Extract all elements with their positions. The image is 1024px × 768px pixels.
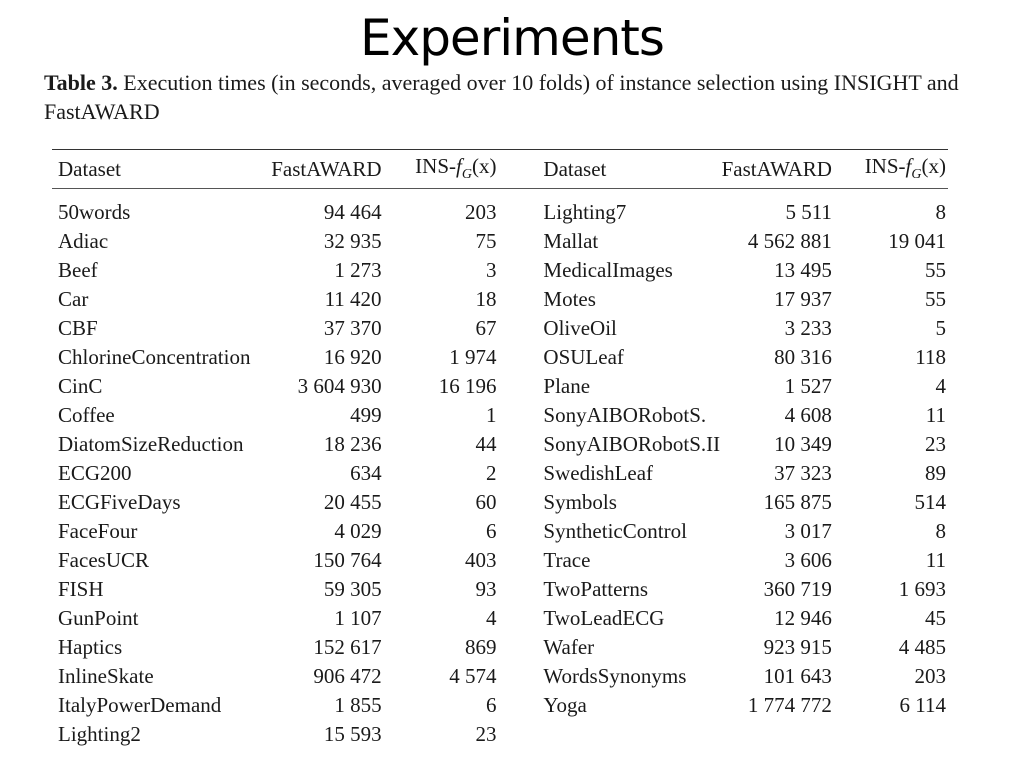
table-row (52, 372, 948, 401)
fastaward-cell: 4 562 881 (747, 229, 832, 253)
ins-cell: 11 (925, 548, 946, 572)
dataset-cell: Lighting2 (58, 722, 141, 746)
ins-cell: 16 196 (438, 374, 497, 398)
fastaward-cell: 17 937 (774, 287, 832, 311)
column-gap (498, 546, 537, 575)
header-fastaward-right: FastAWARD (720, 150, 832, 189)
fastaward-cell: 20 455 (323, 490, 382, 514)
table-row (52, 459, 948, 488)
dataset-cell: MedicalImages (543, 258, 673, 282)
fastaward-cell: 3 604 930 (297, 374, 382, 398)
fastaward-cell: 13 495 (774, 258, 832, 282)
table-row (52, 314, 948, 343)
ins-cell: 45 (925, 606, 946, 630)
ins-f: f (905, 154, 912, 179)
column-gap (498, 314, 537, 343)
dataset-cell: Beef (58, 258, 98, 282)
column-gap (498, 227, 537, 256)
fastaward-cell: 37 370 (323, 316, 382, 340)
table-row (52, 285, 948, 314)
header-ins-left (382, 150, 499, 189)
ins-cell: 23 (475, 722, 497, 746)
dataset-cell: Lighting7 (543, 200, 627, 224)
fastaward-cell: 16 920 (323, 345, 382, 369)
dataset-cell: OliveOil (543, 316, 617, 340)
ins-cell: 6 (485, 519, 497, 543)
table-row (52, 633, 948, 662)
fastaward-cell: 18 236 (323, 432, 382, 456)
ins-cell: 514 (914, 490, 946, 514)
dataset-cell: Motes (543, 287, 596, 311)
ins-cell: 55 (925, 258, 946, 282)
fastaward-cell: 634 (350, 461, 382, 485)
ins-cell: 11 (925, 403, 946, 427)
fastaward-cell: 37 323 (774, 461, 832, 485)
ins-cell: 203 (464, 200, 497, 224)
fastaward-cell: 15 593 (323, 722, 382, 746)
dataset-cell: TwoPatterns (543, 577, 649, 601)
dataset-cell: FaceFour (58, 519, 138, 543)
header-dataset-right: Dataset (537, 150, 720, 189)
dataset-cell: WordsSynonyms (543, 664, 687, 688)
dataset-cell: FISH (58, 577, 104, 601)
fastaward-cell: 150 764 (313, 548, 382, 572)
results-table (52, 150, 948, 749)
dataset-cell: ECGFiveDays (58, 490, 181, 514)
dataset-cell: Adiac (58, 229, 109, 253)
ins-cell: 6 (485, 693, 497, 717)
fastaward-cell: 4 608 (784, 403, 832, 427)
ins-cell: 4 (935, 374, 946, 398)
column-gap (498, 372, 537, 401)
dataset-cell: Yoga (543, 693, 587, 717)
fastaward-cell: 4 029 (334, 519, 382, 543)
dataset-cell: OSULeaf (543, 345, 624, 369)
column-gap (498, 720, 537, 749)
fastaward-cell: 59 305 (323, 577, 382, 601)
ins-cell: 89 (925, 461, 946, 485)
dataset-cell: GunPoint (58, 606, 139, 630)
table-row (52, 256, 948, 285)
fastaward-cell (720, 720, 832, 749)
fastaward-cell: 10 349 (774, 432, 832, 456)
ins-cell: 118 (915, 345, 946, 369)
dataset-cell: Wafer (543, 635, 595, 659)
dataset-cell: Coffee (58, 403, 115, 427)
caption-text: Execution times (in seconds, averaged over 10 folds) of instance selection using INSIGHT and FastAWARD (44, 70, 959, 124)
fastaward-cell: 80 316 (774, 345, 832, 369)
column-gap (498, 633, 537, 662)
fastaward-cell: 1 527 (784, 374, 832, 398)
fastaward-cell: 94 464 (323, 200, 382, 224)
ins-cell: 4 (485, 606, 497, 630)
table-row (52, 662, 948, 691)
ins-cell: 8 (935, 519, 946, 543)
column-gap (498, 285, 537, 314)
column-gap (498, 459, 537, 488)
table-row (52, 189, 948, 228)
caption-label: Table 3. (44, 70, 118, 95)
dataset-cell: SyntheticControl (543, 519, 687, 543)
table-row (52, 575, 948, 604)
column-gap (498, 691, 537, 720)
dataset-cell: DiatomSizeReduction (58, 432, 244, 456)
table-row (52, 691, 948, 720)
dataset-cell: ECG200 (58, 461, 132, 485)
ins-arg: (x) (471, 154, 497, 179)
ins-cell: 4 485 (898, 635, 946, 659)
ins-cell (832, 720, 948, 749)
column-gap (498, 517, 537, 546)
dataset-cell: Haptics (58, 635, 123, 659)
slide-title: Experiments (360, 9, 664, 67)
header-dataset-left: Dataset (52, 150, 271, 189)
ins-cell: 3 (485, 258, 497, 282)
dataset-cell: TwoLeadECG (543, 606, 665, 630)
table-row (52, 546, 948, 575)
ins-prefix: INS- (864, 154, 906, 179)
fastaward-cell: 1 855 (334, 693, 382, 717)
ins-cell: 1 974 (449, 345, 497, 369)
dataset-cell: SwedishLeaf (543, 461, 654, 485)
ins-cell: 23 (925, 432, 946, 456)
dataset-cell: InlineSkate (58, 664, 154, 688)
table-row (52, 720, 948, 749)
fastaward-cell: 3 606 (784, 548, 832, 572)
fastaward-cell: 101 643 (763, 664, 832, 688)
ins-cell: 19 041 (888, 229, 946, 253)
column-gap (498, 343, 537, 372)
column-gap (498, 150, 537, 189)
dataset-cell: SonyAIBORobotS.II (543, 432, 721, 456)
fastaward-cell: 360 719 (763, 577, 832, 601)
ins-cell: 55 (925, 287, 946, 311)
dataset-cell: ItalyPowerDemand (58, 693, 222, 717)
table-row (52, 604, 948, 633)
ins-cell: 44 (475, 432, 497, 456)
dataset-cell: CBF (58, 316, 98, 340)
ins-cell: 18 (475, 287, 497, 311)
fastaward-cell: 11 420 (324, 287, 382, 311)
ins-cell: 1 693 (898, 577, 946, 601)
ins-cell: 203 (914, 664, 946, 688)
column-gap (498, 662, 537, 691)
dataset-cell: SonyAIBORobotS. (543, 403, 707, 427)
fastaward-cell: 5 511 (785, 200, 832, 224)
dataset-cell: ChlorineConcentration (58, 345, 251, 369)
dataset-cell: Plane (543, 374, 591, 398)
fastaward-cell: 1 774 772 (747, 693, 832, 717)
table-row (52, 401, 948, 430)
fastaward-cell: 499 (350, 403, 382, 427)
dataset-cell: 50words (58, 200, 131, 224)
table-body (52, 189, 948, 750)
ins-sub: G (461, 167, 472, 183)
execution-times-table (52, 149, 948, 749)
column-gap (498, 401, 537, 430)
dataset-cell: Trace (543, 548, 591, 572)
fastaward-cell: 3 233 (784, 316, 832, 340)
table-row (52, 227, 948, 256)
dataset-cell: Car (58, 287, 89, 311)
ins-cell: 4 574 (449, 664, 497, 688)
fastaward-cell: 923 915 (763, 635, 832, 659)
fastaward-cell: 165 875 (763, 490, 832, 514)
fastaward-cell: 1 107 (334, 606, 382, 630)
ins-cell: 67 (475, 316, 497, 340)
table-caption (44, 68, 969, 126)
fastaward-cell: 906 472 (313, 664, 382, 688)
dataset-cell: FacesUCR (58, 548, 149, 572)
header-fastaward-left: FastAWARD (271, 150, 381, 189)
fastaward-cell: 3 017 (784, 519, 832, 543)
fastaward-cell: 32 935 (323, 229, 382, 253)
column-gap (498, 430, 537, 459)
dataset-cell (537, 720, 720, 749)
column-gap (498, 488, 537, 517)
fastaward-cell: 12 946 (774, 606, 832, 630)
dataset-cell: Mallat (543, 229, 599, 253)
fastaward-cell: 152 617 (313, 635, 382, 659)
ins-cell: 403 (464, 548, 497, 572)
dataset-cell: Symbols (543, 490, 617, 514)
ins-cell: 2 (485, 461, 497, 485)
column-gap (498, 189, 537, 228)
table-row (52, 343, 948, 372)
ins-cell: 1 (485, 403, 497, 427)
ins-cell: 75 (475, 229, 497, 253)
ins-cell: 93 (475, 577, 497, 601)
ins-cell: 8 (935, 200, 946, 224)
ins-cell: 5 (935, 316, 946, 340)
column-gap (498, 256, 537, 285)
header-ins-right (832, 150, 948, 189)
ins-sub: G (911, 167, 922, 183)
ins-prefix: INS- (415, 154, 456, 179)
ins-arg: (x) (921, 154, 946, 179)
ins-f: f (456, 154, 462, 179)
ins-cell: 869 (464, 635, 497, 659)
column-gap (498, 604, 537, 633)
table-header-row (52, 150, 948, 189)
ins-cell: 60 (475, 490, 497, 514)
ins-cell: 6 114 (899, 693, 946, 717)
fastaward-cell: 1 273 (334, 258, 382, 282)
table-row (52, 517, 948, 546)
table-row (52, 488, 948, 517)
column-gap (498, 575, 537, 604)
dataset-cell: CinC (58, 374, 103, 398)
table-row (52, 430, 948, 459)
